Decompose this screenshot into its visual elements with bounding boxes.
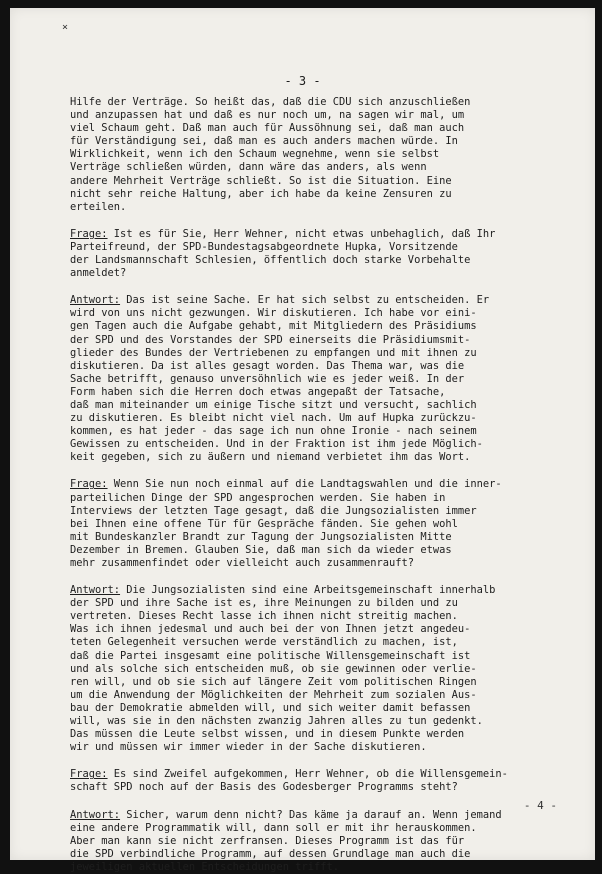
- line-text: keit gegeben, sich zu äußern und niemand verbietet ihm das Wort.: [70, 451, 471, 464]
- text-line: [70, 835, 570, 848]
- interview-block: [70, 768, 570, 794]
- text-line: [70, 267, 570, 280]
- text-line: [70, 254, 570, 267]
- line-text: der SPD und des Vorstandes der SPD einerseits die Präsidiumsmit-: [70, 333, 471, 346]
- line-text: mit Bundeskanzler Brandt zur Tagung der Jungsozialisten Mitte: [70, 530, 452, 543]
- text-line: [70, 425, 570, 438]
- text-line: [70, 188, 570, 201]
- text-line: [70, 109, 570, 122]
- line-text: Die Jungsozialisten sind eine Arbeitsgemeinschaft innerhalb: [120, 584, 496, 597]
- line-text: Wirklichkeit, wenn ich den Schaum wegnehme, wenn sie selbst: [70, 148, 440, 161]
- line-text: Interviews der letzten Tage gesagt, daß die Jungsozialisten immer: [70, 504, 477, 517]
- speaker-label: Frage:: [70, 768, 108, 781]
- line-text: der Landsmannschaft Schlesien, öffentlich doch starke Vorbehalte: [70, 254, 471, 267]
- text-line: [70, 412, 570, 425]
- text-line: [70, 307, 570, 320]
- line-text: Aber man kann sie nicht zerfransen. Dieses Programm ist das für: [70, 834, 465, 847]
- line-text: erteilen.: [70, 200, 127, 213]
- text-line: [70, 597, 570, 610]
- speaker-label: Antwort:: [70, 808, 121, 821]
- interview-text: [70, 96, 570, 874]
- text-line: [70, 610, 570, 623]
- text-line: [70, 781, 570, 794]
- line-text: kommen, es hat jeder - das sage ich nun ohne Ironie - nach seinem: [70, 425, 477, 438]
- line-text: daß die Partei insgesamt eine politische Willensgemeinschaft ist: [70, 649, 471, 662]
- line-text: Das müssen die Leute selbst wissen, und in diesem Punkte werden: [70, 728, 465, 741]
- line-text: anmeldet?: [70, 267, 127, 280]
- text-line: [70, 636, 570, 649]
- line-text: nicht sehr reiche Haltung, aber ich habe da keine Zensuren zu: [70, 187, 452, 200]
- text-line: [70, 320, 570, 333]
- text-line: [70, 241, 570, 254]
- line-text: um die Anwendung der Möglichkeiten der Mehrheit zum sozialen Aus-: [70, 688, 477, 701]
- document-page: [10, 8, 595, 873]
- line-text: vertreten. Dieses Recht lasse ich ihnen nicht streitig machen.: [70, 610, 458, 623]
- line-text: mehr zusammenfindet oder vielleicht auch zusammenrauft?: [70, 557, 415, 569]
- line-text: bei Ihnen eine offene Tür für Gespräche fänden. Sie gehen wohl: [70, 517, 458, 530]
- page-number: - 3 -: [284, 74, 321, 88]
- line-text: zu diskutieren. Es bleibt nicht viel nach. Um auf Hupka zurückzu-: [70, 412, 477, 425]
- text-line: [70, 809, 570, 822]
- next-page-marker: - 4 -: [523, 799, 557, 812]
- continued-paragraph: [70, 96, 570, 214]
- text-line: [70, 451, 570, 464]
- line-text: gen Tagen auch die Aufgabe gehabt, mit Mitgliedern des Präsidiums: [70, 320, 477, 333]
- line-text: andere Mehrheit Verträge schließt. So ist die Situation. Eine: [70, 174, 452, 187]
- line-text: die SPD verbindliche Programm, auf dessen Grundlage man auch die: [70, 847, 471, 860]
- line-text: bau der Demokratie abmelden will, und sich weiter damit befassen: [70, 701, 471, 714]
- text-line: [70, 228, 570, 241]
- line-text: Es sind Zweifel aufgekommen, Herr Wehner, ob die Willensgemein-: [107, 768, 508, 781]
- line-text: und als solche sich entscheiden muß, ob sie gewinnen oder verlie-: [70, 662, 477, 675]
- line-text: Dezember in Bremen. Glauben Sie, daß man sich da wieder etwas: [70, 543, 452, 556]
- line-text: Was ich ihnen jedesmal und auch bei der von Ihnen jetzt angedeu-: [70, 623, 471, 636]
- speaker-label: Antwort:: [70, 294, 121, 307]
- line-text: für Verständigung sei, daß man es auch anders machen würde. In: [70, 135, 458, 148]
- text-line: [70, 386, 570, 399]
- text-line: [70, 741, 570, 754]
- text-line: [70, 822, 570, 835]
- speaker-label: Antwort:: [70, 584, 121, 597]
- line-text: Parteifreund, der SPD-Bundestagsabgeordnete Hupka, Vorsitzende: [70, 240, 458, 253]
- text-line: [70, 438, 570, 451]
- line-text: und anzupassen hat und daß es nur noch um, na sagen wir mal, um: [70, 109, 465, 122]
- speaker-label: Frage:: [70, 478, 108, 491]
- text-line: [70, 531, 570, 544]
- line-text: diskutieren. Da ist alles gesagt worden. Das Thema war, was die: [70, 359, 465, 372]
- line-text: Ist es für Sie, Herr Wehner, nicht etwas unbehaglich, daß Ihr: [107, 227, 496, 240]
- text-line: [70, 294, 570, 307]
- text-line: [70, 861, 570, 874]
- text-line: [70, 505, 570, 518]
- line-text: teten Gelegenheit versuchen werde verständlich zu machen, ist,: [70, 636, 458, 649]
- text-line: [70, 201, 570, 214]
- text-line: [70, 676, 570, 689]
- text-line: [70, 728, 570, 741]
- line-text: ren will, und ob sie sich auf längere Zeit vom politischen Ringen: [70, 675, 477, 688]
- text-line: [70, 584, 570, 597]
- text-line: [70, 161, 570, 174]
- line-text: Hilfe der Verträge. So heißt das, daß die CDU sich anzuschließen: [70, 96, 471, 108]
- text-line: [70, 623, 570, 636]
- text-line: [70, 478, 570, 491]
- interview-block: [70, 584, 570, 754]
- line-text: Das ist seine Sache. Er hat sich selbst zu entscheiden. Er: [120, 294, 490, 307]
- interview-block: [70, 228, 570, 280]
- line-text: glieder des Bundes der Vertriebenen zu empfangen und mit ihnen zu: [70, 346, 477, 359]
- speaker-label: Frage:: [70, 227, 108, 240]
- text-line: [70, 768, 570, 781]
- line-text: wird von uns nicht gezwungen. Wir diskutieren. Ich habe vor eini-: [70, 307, 477, 320]
- text-line: [70, 122, 570, 135]
- text-line: [70, 175, 570, 188]
- text-line: [70, 715, 570, 728]
- line-text: viel Schaum geht. Daß man auch für Aussöhnung sei, daß man auch: [70, 122, 465, 135]
- interview-block: [70, 809, 570, 874]
- text-line: [70, 848, 570, 861]
- line-text: parteilichen Dinge der SPD angesprochen werden. Sie haben in: [70, 491, 446, 504]
- text-line: [70, 544, 570, 557]
- line-text: Gewissen zu entscheiden. Und in der Fraktion ist ihm jede Möglich-: [70, 438, 483, 451]
- text-line: [70, 399, 570, 412]
- line-text: Verträge schließen würden, dann wäre das anders, als wenn: [70, 161, 427, 174]
- line-text: schaft SPD noch auf der Basis des Godesberger Programms steht?: [70, 781, 458, 794]
- text-line: [70, 557, 570, 570]
- line-text: Wenn Sie nun noch einmal auf die Landtagswahlen und die inner-: [107, 478, 502, 491]
- corner-mark: ×: [62, 22, 69, 33]
- line-text: daß man miteinander um einige Tische sitzt und versucht, sachlich: [70, 398, 477, 411]
- line-text: Form haben sich die Herren doch etwas angepaßt der Tatsache,: [70, 385, 446, 398]
- text-line: [70, 334, 570, 347]
- line-text: wir und müssen wir immer wieder in der Sache diskutieren.: [70, 741, 427, 754]
- interview-block: [70, 294, 570, 464]
- text-line: [70, 663, 570, 676]
- text-line: [70, 148, 570, 161]
- line-text: Sache betrifft, genauso unversöhnlich wie es jeder weiß. In der: [70, 372, 465, 385]
- line-text: will, was sie in den nächsten zwanzig Jahren alles zu tun gedenkt.: [70, 715, 483, 728]
- text-line: [70, 492, 570, 505]
- line-text: eine andere Programmatik will, dann soll er mit ihr herauskommen.: [70, 821, 477, 834]
- text-line: [70, 702, 570, 715]
- text-line: [70, 650, 570, 663]
- text-line: [70, 96, 570, 109]
- text-line: [70, 373, 570, 386]
- text-line: [70, 518, 570, 531]
- line-text: der SPD und ihre Sache ist es, ihre Meinungen zu bilden und zu: [70, 597, 458, 610]
- text-line: [70, 360, 570, 373]
- line-text: jeweiligen aktuellen Entscheidungen trifft.: [70, 860, 339, 873]
- text-line: [70, 689, 570, 702]
- line-text: Sicher, warum denn nicht? Das käme ja darauf an. Wenn jemand: [120, 808, 502, 821]
- text-line: [70, 135, 570, 148]
- text-line: [70, 347, 570, 360]
- interview-block: [70, 478, 570, 570]
